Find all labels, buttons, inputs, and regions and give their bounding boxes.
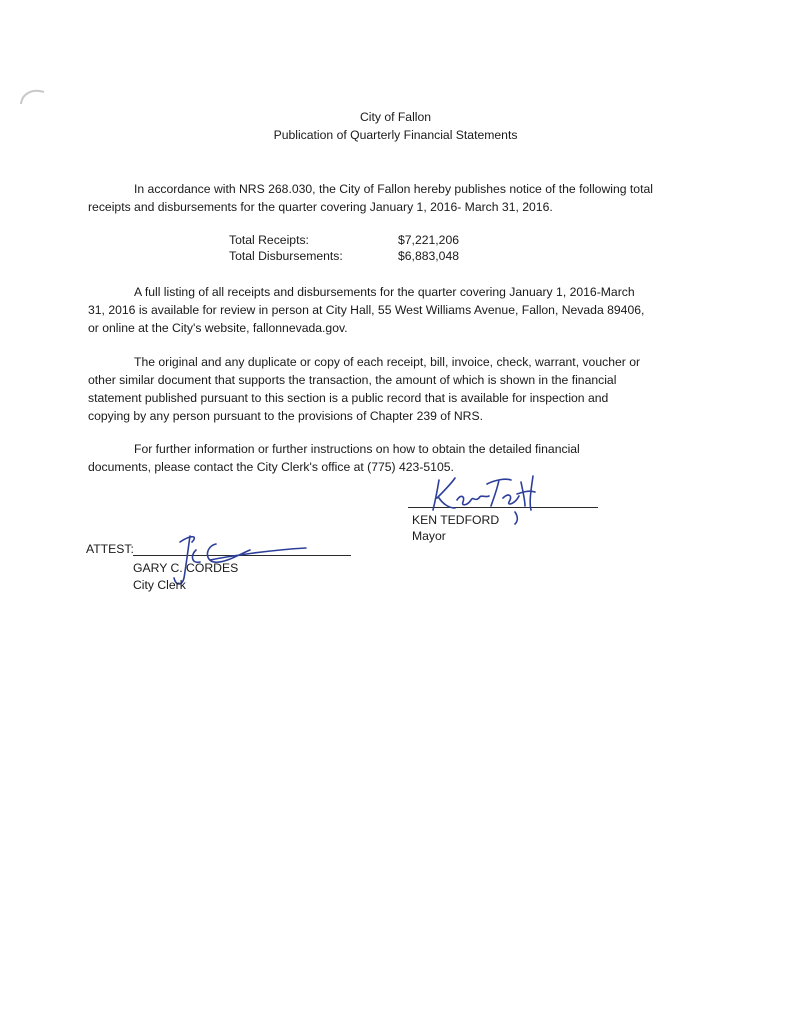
total-receipts-label: Total Receipts:	[229, 233, 309, 247]
records-line: other similar document that supports the transaction, the amount of which is shown in the financial	[88, 373, 617, 387]
clerk-name: GARY C. CORDES	[133, 561, 239, 575]
clerk-title: City Clerk	[133, 578, 186, 592]
contact-line: For further information or further instructions on how to obtain the detailed financial	[134, 442, 580, 456]
records-paragraph	[88, 353, 728, 425]
mayor-name: KEN TEDFORD	[412, 513, 500, 527]
records-line: copying by any person pursuant to the provisions of Chapter 239 of NRS.	[88, 409, 483, 423]
contact-paragraph	[88, 440, 728, 476]
total-receipts-value: $7,221,206	[398, 233, 459, 247]
listing-paragraph	[88, 283, 728, 337]
records-line: statement published pursuant to this section is a public record that is available for inspection and	[88, 391, 609, 405]
document-subtitle: Publication of Quarterly Financial Statements	[273, 128, 518, 142]
document-title: City of Fallon	[359, 110, 432, 124]
scan-corner-mark	[18, 86, 48, 106]
listing-line: A full listing of all receipts and disbursements for the quarter covering January 1, 2016-March	[134, 285, 635, 299]
listing-line: 31, 2016 is available for review in person at City Hall, 55 West Williams Avenue, Fallon, Nevada 89406,	[88, 303, 645, 317]
listing-line: or online at the City's website, fallonnevada.gov.	[88, 321, 348, 335]
intro-line: receipts and disbursements for the quarter covering January 1, 2016- March 31, 2016.	[88, 200, 553, 214]
contact-line: documents, please contact the City Clerk's office at (775) 423-5105.	[88, 460, 454, 474]
intro-line: In accordance with NRS 268.030, the City of Fallon hereby publishes notice of the following total	[134, 182, 653, 196]
records-line: The original and any duplicate or copy of each receipt, bill, invoice, check, warrant, voucher or	[134, 355, 641, 369]
mayor-title: Mayor	[412, 529, 446, 543]
intro-paragraph	[88, 180, 728, 216]
total-disbursements-label: Total Disbursements:	[229, 249, 343, 263]
total-disbursements-value: $6,883,048	[398, 249, 459, 263]
attest-label: ATTEST:	[86, 542, 134, 556]
